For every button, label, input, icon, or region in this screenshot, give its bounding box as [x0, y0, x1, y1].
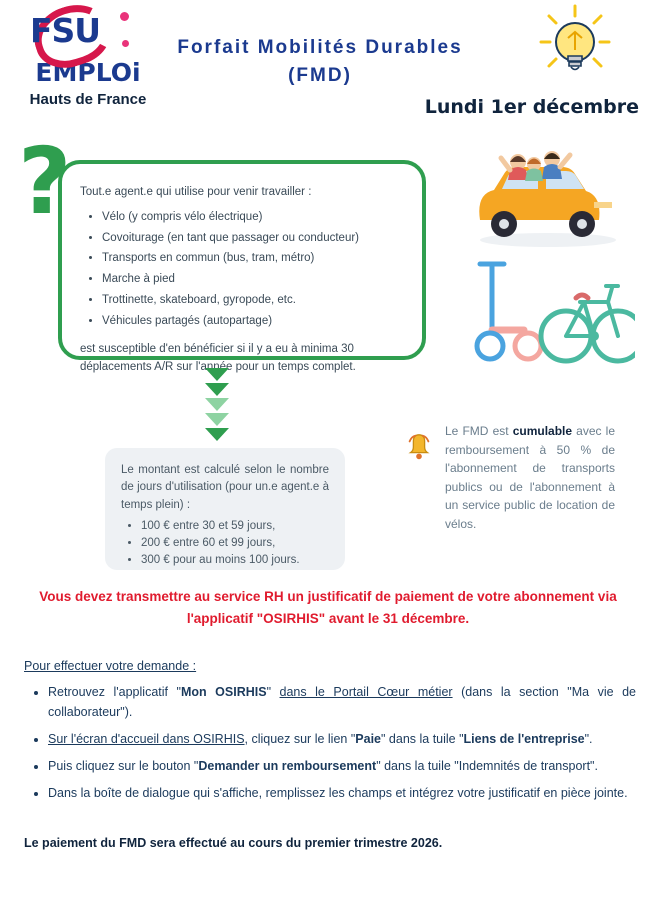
eligibility-tail: est susceptible d'en bénéficier si il y a eu à minima 30 déplacements A/R sur l'année pour un temps complet. — [80, 342, 356, 373]
page-title — [150, 34, 490, 89]
step-text: (dans la section "Ma vie de collaborateur"). — [48, 685, 636, 719]
down-arrows-icon — [205, 368, 229, 443]
chevron-down-icon — [205, 383, 229, 396]
amount-intro: Le montant est calculé selon le nombre de jours d'utilisation (pour un.e agent.e à temps plein) : — [121, 464, 329, 511]
cumulable-before: Le FMD est — [445, 424, 513, 438]
cumulable-text — [445, 422, 615, 534]
list-item — [48, 682, 636, 722]
eligibility-intro: Tout.e agent.e qui utilise pour venir travailler : — [80, 186, 312, 198]
list-item: • Trottinette, skateboard, gyropode, etc. — [102, 292, 404, 310]
step-bold: Demander un remboursement — [198, 759, 377, 773]
step-text: Dans la boîte de dialogue qui s'affiche, remplissez les champs et intégrez votre justificatif en pièce jointe. — [48, 786, 628, 800]
eligibility-box — [58, 160, 426, 373]
chevron-down-icon — [205, 428, 229, 441]
step-text: Puis cliquez sur le bouton " — [48, 759, 199, 773]
warning-text: Vous devez transmettre au service RH un justificatif de paiement de votre abonnement via l'applicatif "OSIRHIS" avant le 31 décembre. — [39, 589, 617, 626]
logo-region-text: Hauts de France — [29, 91, 147, 108]
howto-list — [24, 682, 636, 803]
step-text: Retrouvez l'applicatif " — [48, 685, 181, 699]
list-item: • Transports en commun (bus, tram, métro) — [102, 250, 404, 268]
chevron-down-icon — [205, 413, 229, 426]
logo-fsu-text: FSU — [30, 11, 101, 50]
list-item: • 200 € entre 60 et 99 jours, — [141, 535, 329, 552]
question-mark-icon: ? — [18, 128, 72, 235]
step-underline: Sur l'écran d'accueil dans OSIRHIS — [48, 732, 245, 746]
step-text: " dans la tuile " — [381, 732, 464, 746]
cumulable-bold: cumulable — [512, 424, 573, 438]
payment-note: Le paiement du FMD sera effectué au cours du premier trimestre 2026. — [24, 836, 443, 850]
step-bold: Mon OSIRHIS — [180, 685, 267, 699]
page-title-line1: Forfait Mobilités Durables — [177, 37, 463, 58]
logo-emploi-text: EMPLOi — [35, 58, 141, 87]
bell-icon — [404, 432, 434, 469]
logo-dot-icon — [120, 12, 129, 21]
step-bold: Liens de l'entreprise — [463, 732, 585, 746]
howto-section — [24, 656, 636, 810]
date-label: Lundi 1er décembre — [424, 96, 639, 118]
list-item: • Véhicules partagés (autopartage) — [102, 313, 404, 331]
amount-list — [121, 518, 329, 570]
list-item: • Marche à pied — [102, 271, 404, 289]
page-title-line2: (FMD) — [288, 64, 352, 86]
step-text: , cliquez sur le lien " — [244, 732, 356, 746]
step-underline: dans le Portail Cœur métier — [279, 685, 453, 699]
list-item: • Vélo (y compris vélo électrique) — [102, 209, 404, 227]
chevron-down-icon — [205, 368, 229, 381]
page-header — [0, 0, 655, 130]
list-item — [48, 783, 636, 803]
bike-scooter-illustration — [460, 250, 635, 370]
amount-box — [105, 448, 345, 570]
logo-dot-icon — [122, 40, 129, 47]
list-item — [48, 756, 636, 776]
list-item — [48, 729, 636, 749]
logo — [18, 10, 158, 108]
step-text: " dans la tuile "Indemnités de transport". — [376, 759, 598, 773]
list-item: • Covoiturage (en tant que passager ou conducteur) — [102, 230, 404, 248]
carpool-illustration — [460, 142, 630, 252]
cumulable-after: avec le remboursement à 50 % de l'abonnement de transports publics ou de l'abonnement à un service public de location de vélos. — [445, 424, 615, 531]
howto-lead: Pour effectuer votre demande : — [24, 659, 197, 673]
step-text: " — [266, 685, 280, 699]
list-item: • 100 € entre 30 et 59 jours, — [141, 518, 329, 535]
step-bold: Paie — [355, 732, 381, 746]
lightbulb-icon — [535, 4, 615, 84]
step-text: ". — [584, 732, 593, 746]
list-item: • 300 € pour au moins 100 jours. — [141, 552, 329, 569]
eligibility-list — [80, 209, 404, 331]
chevron-down-icon — [205, 398, 229, 411]
